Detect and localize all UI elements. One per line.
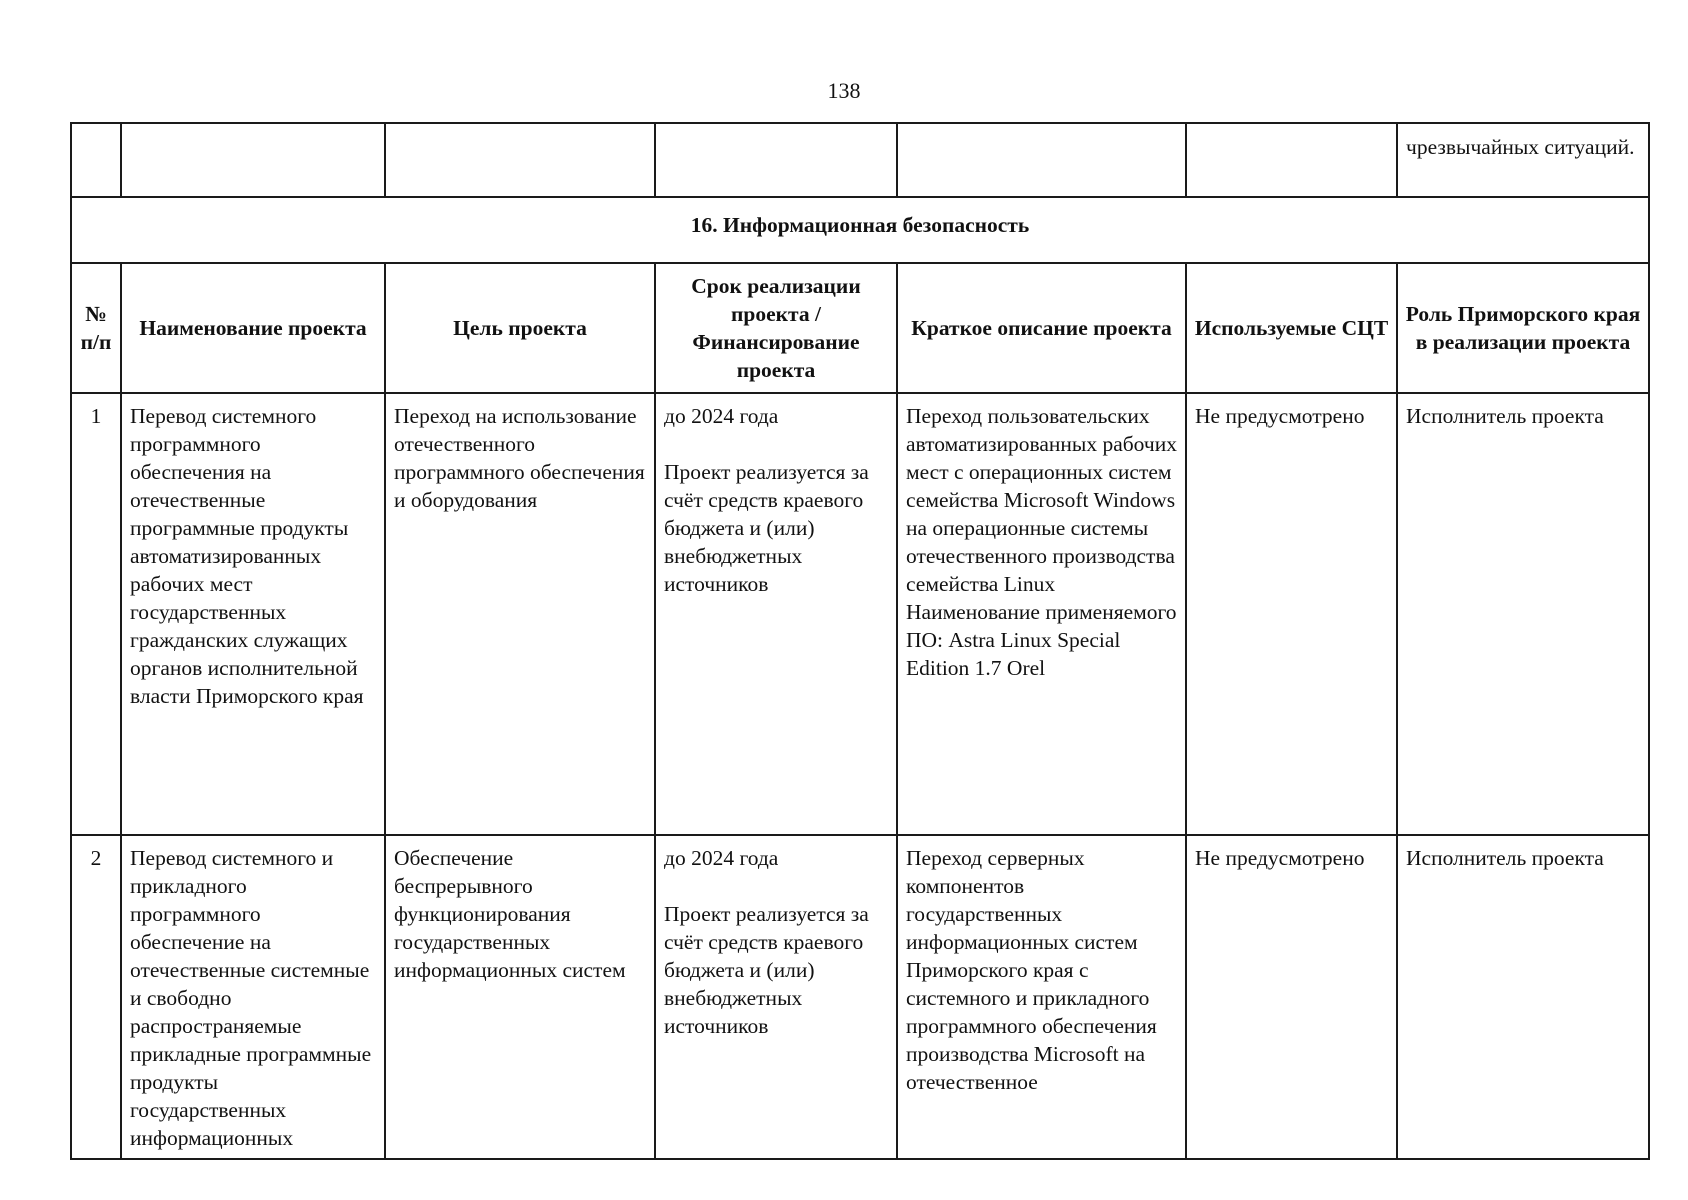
project-name-cell: Перевод системного программного обеспечения на отечественные программные продукты автоматизированных рабочих мест государственных гражданских служащих органов исполнительной власти Приморского края (121, 393, 385, 835)
page-number: 138 (827, 78, 861, 103)
carryover-description-cell (897, 123, 1186, 197)
project-funding: Проект реализуется за счёт средств краевого бюджета и (или) внебюджетных источников (664, 902, 869, 1038)
row-number: 1 (71, 393, 121, 835)
section-row (71, 197, 1649, 263)
projects-table (70, 122, 1650, 1160)
header-name: Наименование проекта (121, 263, 385, 393)
header-description: Краткое описание проекта (897, 263, 1186, 393)
carryover-name-cell (121, 123, 385, 197)
project-name-cell: Перевод системного и прикладного программного обеспечение на отечественные системные и свободно распространяемые прикладные программные продукты государственных информационных (121, 835, 385, 1159)
table-row (71, 393, 1649, 835)
project-term-cell (655, 393, 897, 835)
header-role: Роль Приморского края в реализации проекта (1397, 263, 1649, 393)
carryover-num-cell (71, 123, 121, 197)
project-goal-cell: Переход на использование отечественного программного обеспечения и оборудования (385, 393, 655, 835)
header-row (71, 263, 1649, 393)
project-term: до 2024 года (664, 846, 779, 870)
project-description-cell (897, 393, 1186, 835)
project-goal-cell: Обеспечение беспрерывного функционирования государственных информационных систем (385, 835, 655, 1159)
project-role-cell: Исполнитель проекта (1397, 393, 1649, 835)
project-term-cell (655, 835, 897, 1159)
carryover-role-cell: чрезвычайных ситуаций. (1397, 123, 1649, 197)
project-funding: Проект реализуется за счёт средств краевого бюджета и (или) внебюджетных источников (664, 460, 869, 596)
row-number: 2 (71, 835, 121, 1159)
project-term: до 2024 года (664, 404, 779, 428)
project-description: Переход серверных компонентов государственных информационных систем Приморского края с системного и прикладного программного обеспечения производства Microsoft на отечественное (906, 846, 1157, 1094)
project-sct-cell: Не предусмотрено (1186, 835, 1397, 1159)
table-row (71, 835, 1649, 1159)
project-description-cell (897, 835, 1186, 1159)
carryover-goal-cell (385, 123, 655, 197)
carryover-sct-cell (1186, 123, 1397, 197)
header-num: № п/п (71, 263, 121, 393)
header-sct: Используемые СЦТ (1186, 263, 1397, 393)
header-term: Срок реализации проекта / Финансирование проекта (655, 263, 897, 393)
carryover-term-cell (655, 123, 897, 197)
section-title: 16. Информационная безопасность (71, 197, 1649, 263)
carryover-row (71, 123, 1649, 197)
header-goal: Цель проекта (385, 263, 655, 393)
project-sct-cell: Не предусмотрено (1186, 393, 1397, 835)
project-description-extra: Наименование применяемого ПО: Astra Linux Special Edition 1.7 Orel (906, 600, 1177, 680)
project-role-cell: Исполнитель проекта (1397, 835, 1649, 1159)
project-description: Переход пользовательских автоматизированных рабочих мест с операционных систем семейства Microsoft Windows на операционные системы отечественного производства семейства Linux (906, 404, 1177, 596)
